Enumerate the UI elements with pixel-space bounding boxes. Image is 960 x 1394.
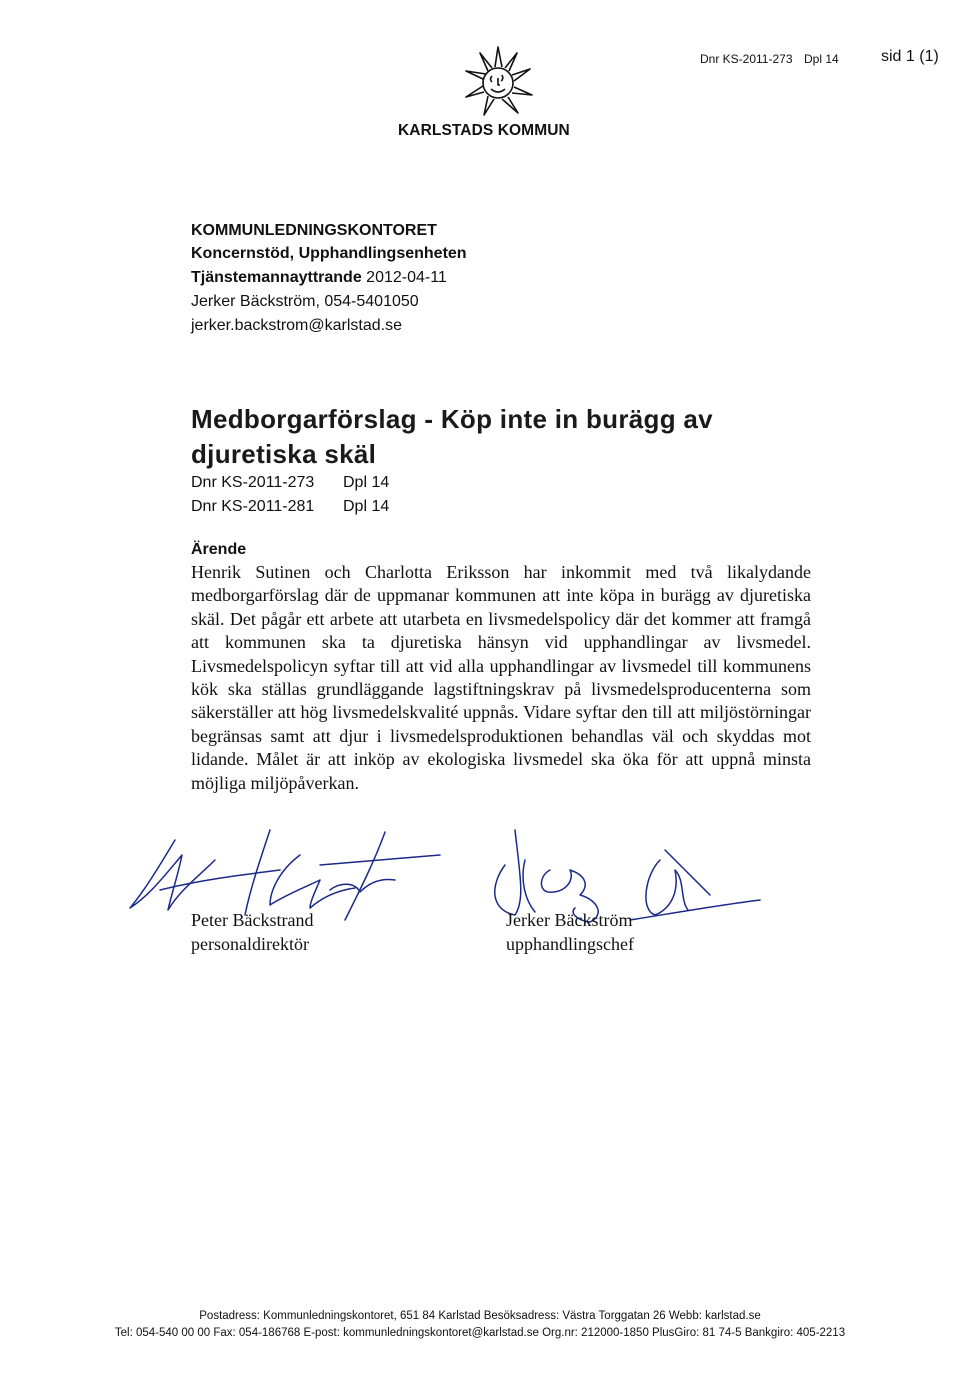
email-line: jerker.backstrom@karlstad.se xyxy=(191,317,402,334)
document-title: Medborgarförslag - Köp inte in burägg av djuretiska skäl xyxy=(191,404,713,469)
office-name: KOMMUNLEDNINGSKONTORET xyxy=(191,222,437,239)
header-dpl: Dpl 14 xyxy=(804,52,839,66)
page-number: sid 1 (1) xyxy=(881,48,939,65)
document-type-line xyxy=(191,267,447,288)
sun-face-icon xyxy=(462,45,534,117)
reference-row xyxy=(191,498,389,516)
header-dnr: Dnr KS-2011-273 xyxy=(700,52,793,66)
contact-line: Jerker Bäckström, 054-5401050 xyxy=(191,293,419,310)
document-date: 2012-04-11 xyxy=(366,269,447,286)
unit-name: Koncernstöd, Upphandlingsenheten xyxy=(191,245,467,262)
footer-contact: Tel: 054-540 00 00 Fax: 054-186768 E-post: kommunledningskontoret@karlstad.se Org.nr: 212000-1850 PlusGiro: 81 74-5 Bankgiro: 405-2213 xyxy=(114,1327,846,1339)
signer-name: Jerker Bäckström xyxy=(506,910,633,930)
footer-postal: Postadress: Kommunledningskontoret, 651 84 Karlstad Besöksadress: Västra Torggatan 26 Webb: karlstad.se xyxy=(199,1310,761,1322)
signer-name: Peter Bäckstrand xyxy=(191,910,314,930)
document-type: Tjänstemannayttrande xyxy=(191,269,362,286)
section-body: Henrik Sutinen och Charlotta Eriksson har inkommit med två likalydande medborgarförslag där de uppmanar kommunen att inte köpa in burägg av djuretiska skäl. Det pågår ett arbete att utarbeta en livsmedelspolicy där det kommer att framgå att kommunen ska ta djuretiska hänsyn vid upphandlingar av livsmedel. Livsmedelspolicyn syftar till att vid alla upphandlingar av livsmedel till kommunens kök ska ställas grundläggande lagstiftningskrav på livsmedelsproducenterna som säkerställer att hög livsmedelskvalité uppnås. Vidare syftar den till att miljöstörningar begränsas samt att djur i livsmedelsproduktionen behandlas väl och skyddas mot lidande. Målet är att inköp av ekologiska livsmedel ska öka för att uppnå minsta möjliga miljöpåverkan. xyxy=(191,562,811,793)
reference-dpl: Dpl 14 xyxy=(343,474,390,491)
section-heading: Ärende xyxy=(191,541,247,558)
reference-dnr: Dnr KS-2011-281 xyxy=(191,498,315,515)
organization-name: KARLSTADS KOMMUN xyxy=(398,122,570,139)
reference-dpl: Dpl 14 xyxy=(343,498,390,515)
reference-dnr: Dnr KS-2011-273 xyxy=(191,474,315,491)
signer-role: personaldirektör xyxy=(191,934,309,954)
signer-role: upphandlingschef xyxy=(506,934,634,954)
reference-row xyxy=(191,474,389,492)
